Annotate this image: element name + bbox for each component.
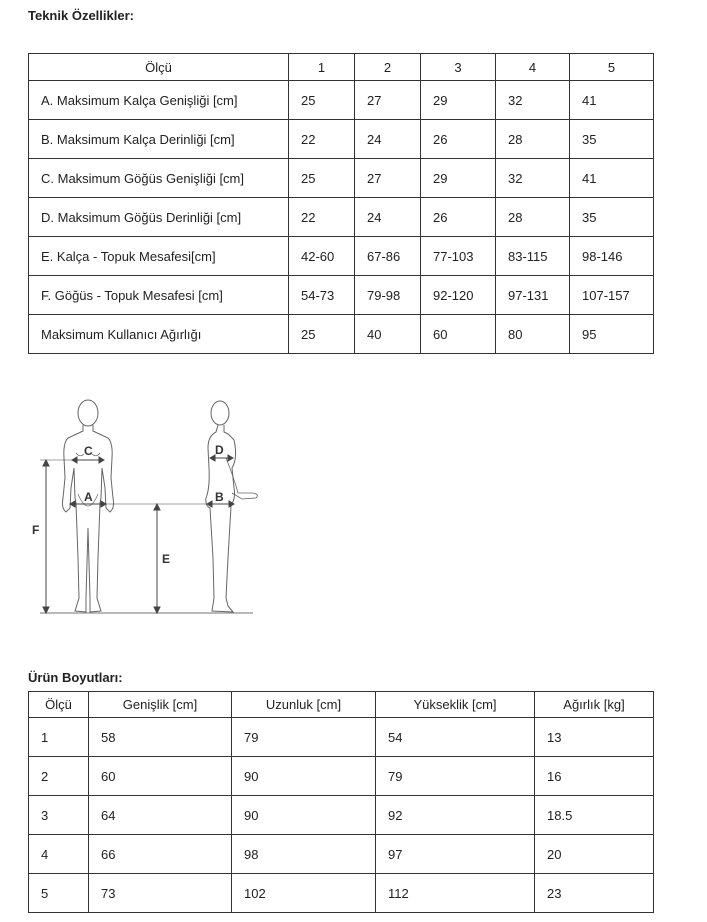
front-body-outline	[62, 400, 113, 612]
dims-row	[29, 796, 654, 835]
dims-header-weight: Ağırlık [kg]	[535, 692, 654, 718]
dims-cell: 13	[535, 718, 654, 757]
dims-header-height: Yükseklik [cm]	[376, 692, 535, 718]
dimensions-table	[28, 691, 654, 913]
specs-cell: 28	[496, 198, 570, 237]
dims-cell: 16	[535, 757, 654, 796]
specs-row-label: A. Maksimum Kalça Genişliği [cm]	[29, 81, 289, 120]
dims-cell: 73	[89, 874, 232, 913]
dims-cell: 92	[376, 796, 535, 835]
specs-row-label: B. Maksimum Kalça Derinliği [cm]	[29, 120, 289, 159]
dims-header-width: Genişlik [cm]	[89, 692, 232, 718]
dims-cell: 23	[535, 874, 654, 913]
specs-cell: 22	[289, 198, 355, 237]
specs-cell: 28	[496, 120, 570, 159]
specs-row	[29, 159, 654, 198]
specs-cell: 77-103	[421, 237, 496, 276]
dims-size-cell: 5	[29, 874, 89, 913]
label-b: B	[215, 490, 224, 504]
dims-header-row	[29, 692, 654, 718]
specs-cell: 27	[355, 159, 421, 198]
specs-cell: 54-73	[289, 276, 355, 315]
dims-cell: 79	[232, 718, 376, 757]
dims-cell: 20	[535, 835, 654, 874]
specs-row	[29, 198, 654, 237]
body-measurement-figure	[28, 398, 268, 623]
specs-cell: 35	[570, 198, 654, 237]
dims-row	[29, 718, 654, 757]
specs-cell: 24	[355, 198, 421, 237]
specs-cell: 67-86	[355, 237, 421, 276]
specs-row-label: E. Kalça - Topuk Mesafesi[cm]	[29, 237, 289, 276]
dims-row	[29, 835, 654, 874]
specs-row	[29, 315, 654, 354]
specs-cell: 27	[355, 81, 421, 120]
specs-cell: 60	[421, 315, 496, 354]
specs-cell: 26	[421, 198, 496, 237]
specs-cell: 22	[289, 120, 355, 159]
dims-size-cell: 2	[29, 757, 89, 796]
label-d: D	[215, 443, 224, 457]
dims-cell: 58	[89, 718, 232, 757]
specs-table	[28, 53, 654, 354]
specs-cell: 95	[570, 315, 654, 354]
specs-header-4: 4	[496, 54, 570, 81]
specs-cell: 35	[570, 120, 654, 159]
dims-size-cell: 4	[29, 835, 89, 874]
specs-row-label: F. Göğüs - Topuk Mesafesi [cm]	[29, 276, 289, 315]
dims-row	[29, 757, 654, 796]
dims-cell: 54	[376, 718, 535, 757]
dims-cell: 90	[232, 757, 376, 796]
dims-cell: 66	[89, 835, 232, 874]
specs-header-5: 5	[570, 54, 654, 81]
specs-cell: 29	[421, 159, 496, 198]
specs-cell: 24	[355, 120, 421, 159]
dims-header-size: Ölçü	[29, 692, 89, 718]
label-a: A	[84, 490, 93, 504]
specs-cell: 41	[570, 81, 654, 120]
label-e: E	[162, 552, 171, 566]
specs-row	[29, 237, 654, 276]
specs-cell: 97-131	[496, 276, 570, 315]
dims-size-cell: 3	[29, 796, 89, 835]
dims-cell: 102	[232, 874, 376, 913]
specs-row-label: Maksimum Kullanıcı Ağırlığı	[29, 315, 289, 354]
specs-row	[29, 120, 654, 159]
specs-header-row	[29, 54, 654, 81]
dims-cell: 64	[89, 796, 232, 835]
specs-cell: 42-60	[289, 237, 355, 276]
specs-cell: 29	[421, 81, 496, 120]
specs-row-label: D. Maksimum Göğüs Derinliği [cm]	[29, 198, 289, 237]
dims-header-length: Uzunluk [cm]	[232, 692, 376, 718]
specs-row-label: C. Maksimum Göğüs Genişliği [cm]	[29, 159, 289, 198]
dims-cell: 79	[376, 757, 535, 796]
specs-cell: 80	[496, 315, 570, 354]
dims-size-cell: 1	[29, 718, 89, 757]
dims-cell: 97	[376, 835, 535, 874]
dims-cell: 90	[232, 796, 376, 835]
specs-cell: 26	[421, 120, 496, 159]
specs-cell: 83-115	[496, 237, 570, 276]
dims-cell: 60	[89, 757, 232, 796]
specs-cell: 25	[289, 81, 355, 120]
dims-cell: 18.5	[535, 796, 654, 835]
specs-cell: 98-146	[570, 237, 654, 276]
specs-heading: Teknik Özellikler:	[28, 8, 134, 23]
specs-header-2: 2	[355, 54, 421, 81]
specs-cell: 92-120	[421, 276, 496, 315]
dims-heading: Ürün Boyutları:	[28, 670, 123, 685]
dims-cell: 112	[376, 874, 535, 913]
specs-cell: 25	[289, 159, 355, 198]
specs-cell: 79-98	[355, 276, 421, 315]
dims-row	[29, 874, 654, 913]
specs-cell: 32	[496, 81, 570, 120]
specs-cell: 32	[496, 159, 570, 198]
specs-cell: 107-157	[570, 276, 654, 315]
label-f: F	[32, 523, 40, 537]
specs-cell: 41	[570, 159, 654, 198]
specs-cell: 40	[355, 315, 421, 354]
specs-header-size: Ölçü	[29, 54, 289, 81]
specs-header-3: 3	[421, 54, 496, 81]
specs-header-1: 1	[289, 54, 355, 81]
specs-row	[29, 81, 654, 120]
side-body-outline	[206, 401, 257, 612]
dims-cell: 98	[232, 835, 376, 874]
specs-cell: 25	[289, 315, 355, 354]
label-c: C	[84, 444, 93, 458]
specs-row	[29, 276, 654, 315]
